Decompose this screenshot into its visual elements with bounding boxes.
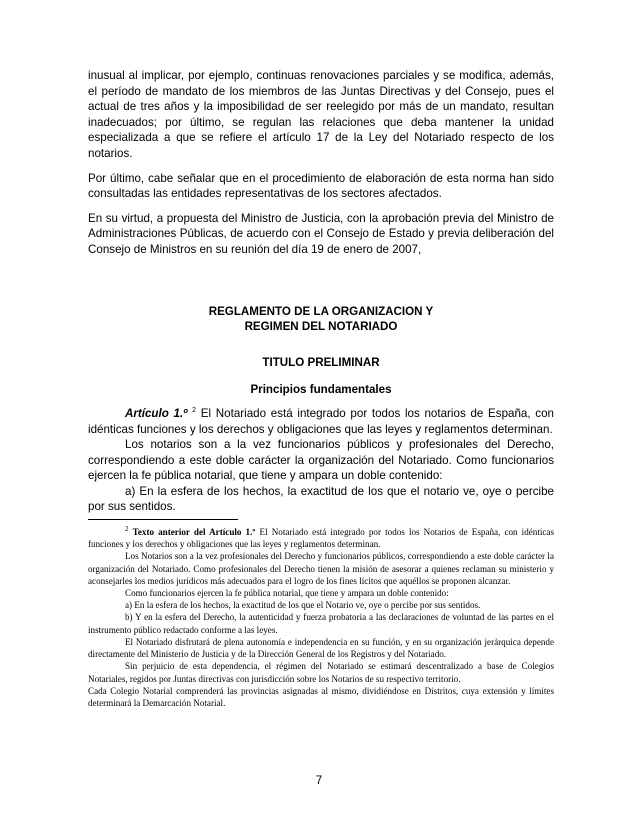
document-page xyxy=(88,68,554,709)
footnote-paragraph-4: a) En la esfera de los hechos, la exactitud de los que el Notario ve, oye o percibe por sus sentidos. xyxy=(125,600,481,611)
article-1-text-1: El Notariado está integrado por todos los notarios de España, con idénticas funciones y los derechos y obligaciones que las leyes y reglamentos determinan. xyxy=(88,406,554,436)
intro-paragraph-2: Por último, cabe señalar que en el procedimiento de elaboración de esta norma han sido consultadas las entidades representativas de los sectores afectados. xyxy=(88,171,554,201)
article-1-paragraph-3: a) En la esfera de los hechos, la exactitud de los que el notario ve, oye o percibe por sus sentidos. xyxy=(88,484,554,514)
article-1-paragraph-1 xyxy=(88,406,554,437)
title-line-1: REGLAMENTO DE LA ORGANIZACION Y xyxy=(208,304,434,318)
intro-paragraph-1: inusual al implicar, por ejemplo, continuas renovaciones parciales y se modifica, además, el período de mandato de los miembros de las Juntas Directivas y del Consejo, pues el actual de tres años y la imposibilidad de ser reelegido por más de un mandato, resultan inadecuados; por último, se regulan las relaciones que deba mantener la unidad especializada a que se refiere el artículo 17 de la Ley del Notariado respecto de los notarios. xyxy=(88,69,554,160)
footnote-paragraph-3: Como funcionarios ejercen la fe pública notarial, que tiene y ampara un doble contenido: xyxy=(125,588,449,599)
article-1-label: Artículo 1.º xyxy=(125,406,188,420)
footnote-paragraph-1 xyxy=(88,526,554,550)
intro-paragraph-3: En su virtud, a propuesta del Ministro de Justicia, con la aprobación previa del Ministro de Administraciones Públicas, de acuerdo con el Consejo de Estado y previa deliberación del Consejo de Ministros en su reunión del día 19 de enero de 2007, xyxy=(88,211,554,256)
footnote xyxy=(88,526,554,709)
document-title xyxy=(88,304,554,335)
footnote-reference: 2 xyxy=(192,407,197,415)
title-line-2: REGIMEN DEL NOTARIADO xyxy=(244,320,398,334)
principios-heading: Principios fundamentales xyxy=(250,383,392,397)
footnote-number: 2 xyxy=(125,525,129,534)
footnote-paragraph-7: Sin perjuicio de esta dependencia, el régimen del Notariado se estimará descentralizado a base de Colegios Notariales, regidos por Juntas directivas con jurisdicción sobre los Notarios de su respectivo territorio. xyxy=(88,661,554,684)
footnote-separator xyxy=(88,519,238,520)
titulo-preliminar-heading: TITULO PRELIMINAR xyxy=(262,355,380,369)
footnote-text-1: El Notariado está integrado por todos los Notarios de España, con idénticas funciones y los derechos y obligaciones que las leyes y reglamentos determinan. xyxy=(88,527,555,550)
footnote-paragraph-8: Cada Colegio Notarial comprenderá las provincias asignadas al mismo, dividiéndose en Distritos, cuya extensión y límites determinará la Demarcación Notarial. xyxy=(88,685,554,708)
footnote-paragraph-5: b) Y en la esfera del Derecho, la autenticidad y fuerza probatoria a las declaraciones de voluntad de las partes en el instrumento público redactado conforme a las leyes. xyxy=(88,612,554,635)
footnote-paragraph-2: Los Notarios son a la vez profesionales del Derecho y funcionarios públicos, correspondiendo a este doble carácter la organización del Notariado. Como profesionales del Derecho tienen la misión de asesorar a quienes reclaman su ministerio y aconsejarles los medios jurídicos más adecuados para el logro de los fines lícitos que aquéllos se proponen alcanzar. xyxy=(88,551,554,586)
footnote-label: Texto anterior del Artículo 1.º xyxy=(132,527,256,538)
article-1-paragraph-2: Los notarios son a la vez funcionarios públicos y profesionales del Derecho, correspondiendo a este doble carácter la organización del Notariado. Como funcionarios ejercen la fe pública notarial, que tiene y ampara un doble contenido: xyxy=(88,438,554,483)
footnote-paragraph-6: El Notariado disfrutará de plena autonomía e independencia en su función, y en su organización jerárquica depende directamente del Ministerio de Justicia y de la Dirección General de los Registros y del Notariado. xyxy=(88,636,554,660)
page-number: 7 xyxy=(315,774,323,787)
